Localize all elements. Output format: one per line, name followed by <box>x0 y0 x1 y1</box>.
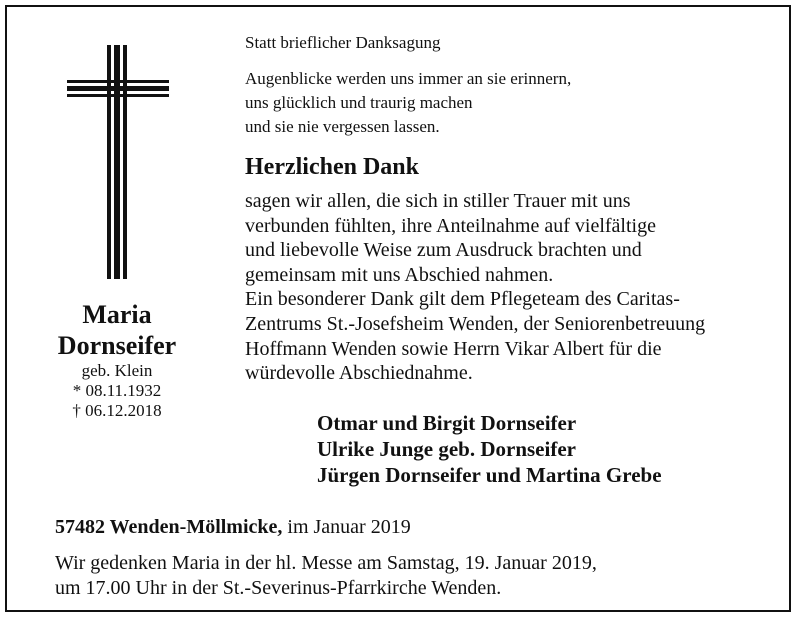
signers <box>317 410 662 488</box>
deceased-last-name: Dornseifer <box>57 331 177 360</box>
deceased-first-name: Maria <box>82 300 152 329</box>
obituary-frame <box>5 5 791 612</box>
deceased-info <box>37 299 197 421</box>
latin-cross-icon <box>67 45 169 279</box>
thanks-line: verbunden fühlten, ihre Anteilnahme auf vielfältige <box>245 214 656 237</box>
thanks-text <box>245 189 705 386</box>
thanks-line: Ein besonderer Dank gilt dem Pflegeteam des Caritas- <box>245 288 680 311</box>
memorial-mass <box>55 551 597 601</box>
poem <box>245 67 571 139</box>
death-date: † 06.12.2018 <box>72 401 162 420</box>
birth-name: geb. Klein <box>81 361 153 380</box>
thanks-heading: Herzlichen Dank <box>245 154 419 180</box>
poem-line: und sie nie vergessen lassen. <box>245 117 440 136</box>
signer-line: Otmar und Birgit Dornseifer <box>317 411 577 435</box>
thanks-line: würdevolle Abschiednahme. <box>245 362 473 385</box>
thanks-line: und liebevolle Weise zum Ausdruck brachten und <box>245 239 642 262</box>
place-location: 57482 Wenden-Möllmicke, <box>55 516 283 538</box>
poem-line: Augenblicke werden uns immer an sie erinnern, <box>245 69 572 88</box>
birth-date: * 08.11.1932 <box>72 381 162 400</box>
thanks-line: sagen wir allen, die sich in stiller Trauer mit uns <box>245 190 631 212</box>
thanks-line: gemeinsam mit uns Abschied nahmen. <box>245 263 554 286</box>
mass-line: um 17.00 Uhr in der St.-Severinus-Pfarrkirche Wenden. <box>55 577 502 599</box>
place-date-line <box>55 515 411 539</box>
mass-line: Wir gedenken Maria in der hl. Messe am Samstag, 19. Januar 2019, <box>55 552 597 574</box>
poem-line: uns glücklich und traurig machen <box>245 93 473 112</box>
thanks-line: Hoffmann Wenden sowie Herrn Vikar Albert für die <box>245 337 662 360</box>
signer-line: Ulrike Junge geb. Dornseifer <box>317 437 576 461</box>
intro-line: Statt brieflicher Danksagung <box>245 33 441 52</box>
thanks-line: Zentrums St.-Josefsheim Wenden, der Seniorenbetreuung <box>245 312 706 335</box>
place-date: im Januar 2019 <box>282 516 411 538</box>
signer-line: Jürgen Dornseifer und Martina Grebe <box>317 463 662 487</box>
